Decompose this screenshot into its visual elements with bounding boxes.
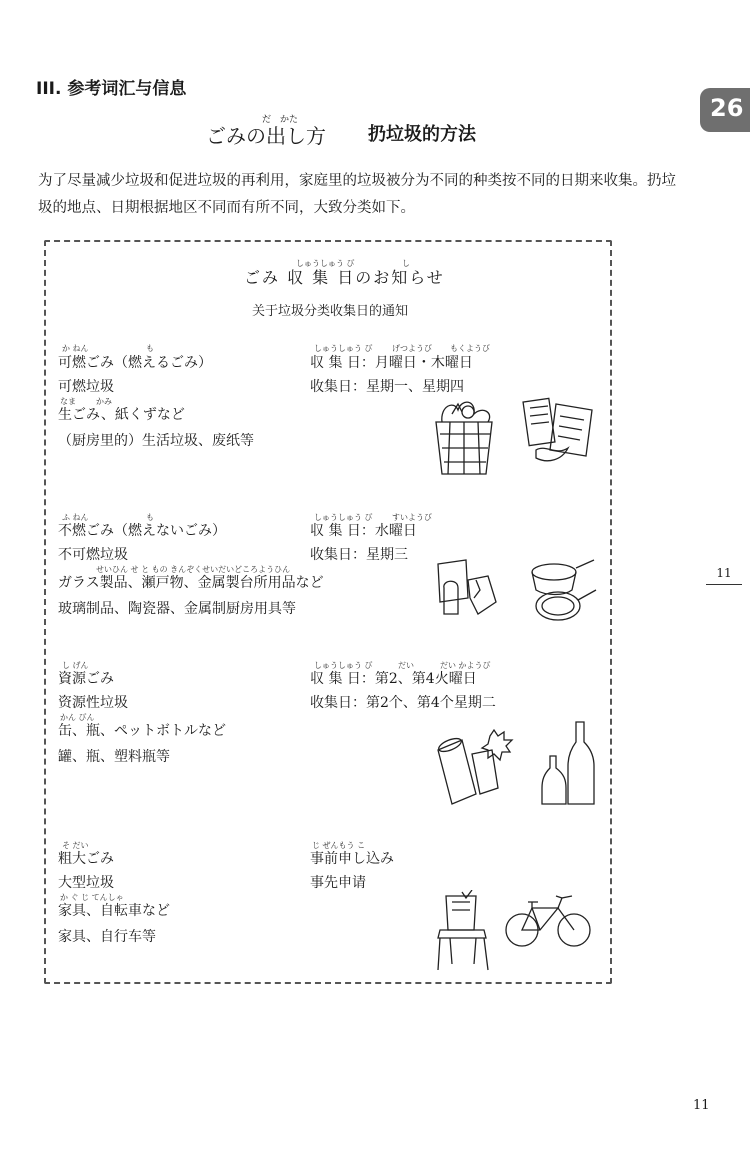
category-oversized-cn: 大型垃圾 bbox=[58, 875, 114, 891]
examples-nonburnable-cn: 玻璃制品、陶瓷器、金属制厨房用具等 bbox=[58, 601, 296, 617]
furigana: も bbox=[146, 513, 154, 522]
schedule-oversized-jp: 事前申し込み bbox=[310, 851, 394, 867]
examples-oversized-jp: 家具、自転車など bbox=[58, 903, 170, 919]
furigana: じ ぜんもう こ bbox=[312, 841, 366, 850]
furigana: かみ bbox=[96, 397, 112, 406]
furigana: かん びん bbox=[60, 713, 95, 722]
schedule-recyclable-cn: 收集日：第2个、第4个星期二 bbox=[310, 695, 496, 711]
title-japanese: ごみの出し方 bbox=[206, 124, 326, 148]
furigana: そ だい bbox=[62, 841, 89, 850]
schedule-burnable-jp: 収 集 日：月曜日・木曜日 bbox=[310, 355, 473, 371]
furigana: か ねん bbox=[62, 344, 89, 353]
examples-recyclable-cn: 罐、瓶、塑料瓶等 bbox=[58, 749, 170, 765]
schedule-recyclable-jp: 収 集 日：第2、第4火曜日 bbox=[310, 671, 477, 687]
furigana: だい bbox=[398, 661, 414, 670]
category-burnable-jp: 可燃ごみ（燃えるごみ） bbox=[58, 355, 212, 371]
furigana: なま bbox=[60, 397, 76, 406]
title-furigana-kata: かた bbox=[280, 115, 299, 125]
category-nonburnable-jp: 不燃ごみ（燃えないごみ） bbox=[58, 523, 226, 539]
notice-subtitle: 关于垃圾分类收集日的通知 bbox=[252, 304, 409, 319]
examples-burnable-cn: （厨房里的）生活垃圾、废纸等 bbox=[58, 433, 254, 449]
furigana: しゅうしゅう び bbox=[314, 513, 373, 522]
schedule-nonburnable-cn: 收集日：星期三 bbox=[310, 547, 408, 563]
section-heading: III. 参考词汇与信息 bbox=[36, 79, 187, 99]
bicycle-icon bbox=[502, 888, 594, 952]
furigana: げつようび bbox=[392, 344, 432, 353]
furigana: ふ ねん bbox=[62, 513, 89, 522]
furigana: せいひん せ と もの きんぞくせいだいどころようひん bbox=[96, 565, 291, 574]
furigana: か ぐ じ てんしゃ bbox=[60, 893, 124, 902]
category-recyclable-cn: 资源性垃圾 bbox=[58, 695, 128, 711]
kitchen-waste-basket-icon bbox=[428, 392, 500, 480]
examples-oversized-cn: 家具、自行车等 bbox=[58, 929, 156, 945]
furigana: も bbox=[146, 344, 154, 353]
notice-title-furigana: しゅうしゅう び bbox=[296, 259, 355, 268]
furigana: しゅうしゅう び bbox=[314, 344, 373, 353]
title-chinese: 扔垃圾的方法 bbox=[368, 124, 476, 145]
category-nonburnable-cn: 不可燃垃圾 bbox=[58, 547, 128, 563]
furigana: し げん bbox=[62, 661, 89, 670]
intro-paragraph: 为了尽量减少垃圾和促进垃圾的再利用，家庭里的垃圾被分为不同的种类按不同的日期来收集。扔垃圾的地点、日期根据地区不同而有所不同，大致分类如下。 bbox=[38, 173, 676, 216]
page-tab: 26 bbox=[700, 88, 750, 132]
schedule-oversized-cn: 事先申请 bbox=[310, 875, 366, 891]
page-number: 11 bbox=[693, 1098, 710, 1113]
category-oversized-jp: 粗大ごみ bbox=[58, 851, 114, 867]
crushed-cans-icon bbox=[432, 728, 518, 808]
broken-glass-icon bbox=[432, 558, 504, 620]
notice-title: ごみ 収 集 日のお知らせ bbox=[244, 268, 445, 287]
category-burnable-cn: 可燃垃圾 bbox=[58, 379, 114, 395]
schedule-nonburnable-jp: 収 集 日：水曜日 bbox=[310, 523, 417, 539]
furigana: もくようび bbox=[450, 344, 490, 353]
title-furigana-da: だ bbox=[262, 115, 272, 125]
bottles-icon bbox=[540, 718, 596, 810]
furigana: すいようび bbox=[392, 513, 432, 522]
furigana: しゅうしゅう び bbox=[314, 661, 373, 670]
metal-pot-pan-icon bbox=[526, 556, 598, 628]
examples-nonburnable-jp: ガラス製品、瀬戸物、金属製台所用品など bbox=[58, 575, 324, 591]
chair-icon bbox=[432, 890, 494, 972]
examples-recyclable-jp: 缶、瓶、ペットボトルなど bbox=[58, 723, 226, 739]
examples-burnable-jp: 生ごみ、紙くずなど bbox=[58, 407, 185, 423]
notice-title-furigana-2: し bbox=[402, 259, 410, 268]
side-page-number: 11 bbox=[706, 566, 742, 585]
furigana: だい かようび bbox=[440, 661, 491, 670]
category-recyclable-jp: 資源ごみ bbox=[58, 671, 114, 687]
waste-paper-icon bbox=[522, 394, 598, 468]
schedule-burnable-cn: 收集日：星期一、星期四 bbox=[310, 379, 464, 395]
